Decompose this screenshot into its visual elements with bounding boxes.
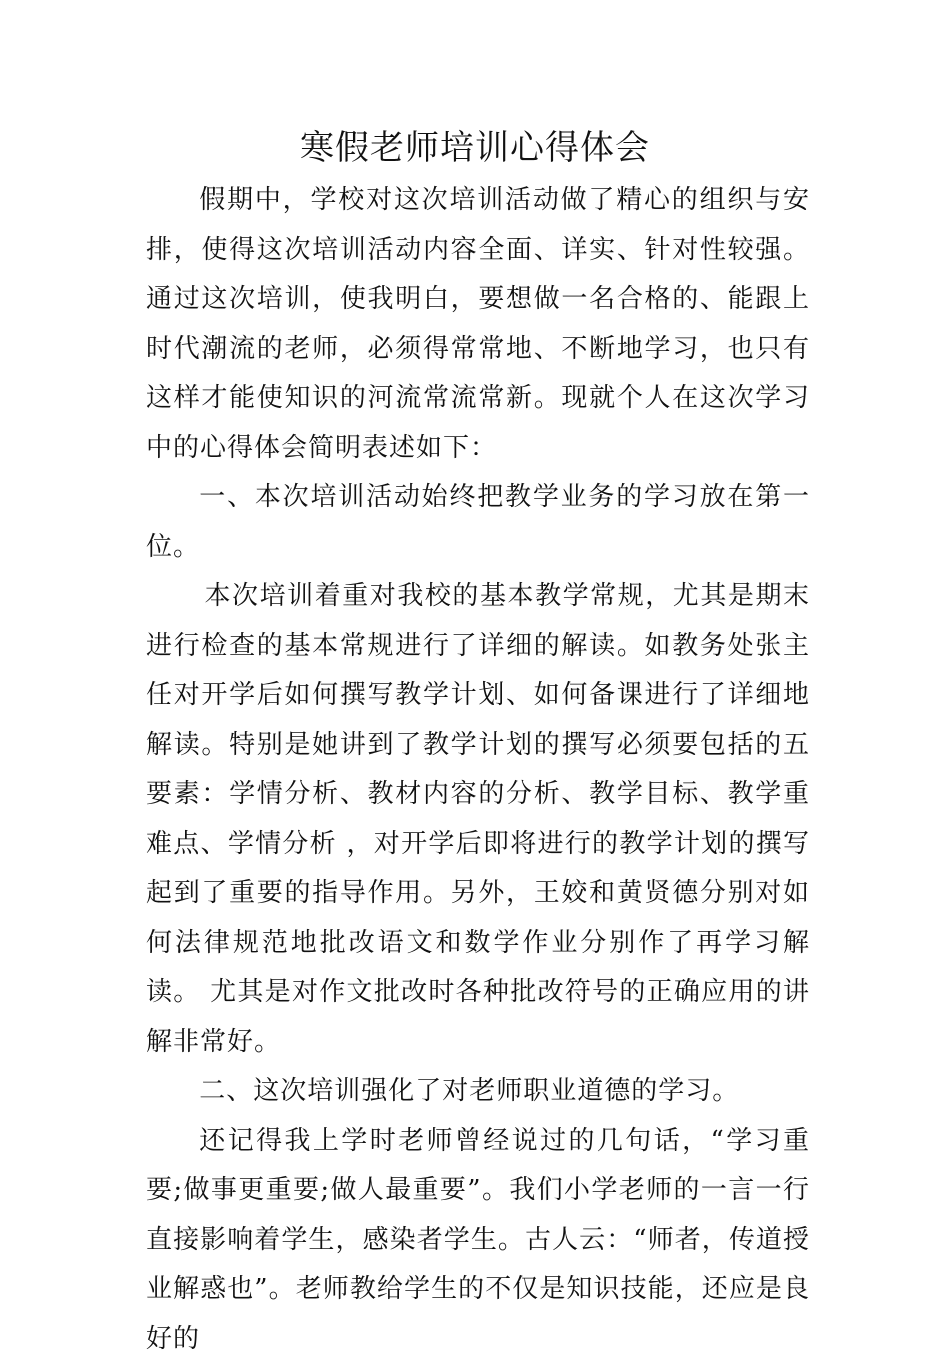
document-body (146, 176, 810, 1364)
paragraph-section-2: 还记得我上学时老师曾经说过的几句话，“学习重要;做事更重要;做人最重要”。我们小学老师的一言一行直接影响着学生，感染者学生。古人云：“师者，传道授业解惑也”。老师教给学生的不仅是知识技能，还应是良好的 (146, 1117, 810, 1364)
section-heading-1: 一、本次培训活动始终把教学业务的学习放在第一位。 (146, 473, 810, 572)
section-heading-2: 二、这次培训强化了对老师职业道德的学习。 (146, 1067, 810, 1117)
document-title: 寒假老师培训心得体会 (0, 120, 950, 176)
paragraph-section-1: 本次培训着重对我校的基本教学常规，尤其是期末进行检查的基本常规进行了详细的解读。如教务处张主任对开学后如何撰写教学计划、如何备课进行了详细地解读。特别是她讲到了教学计划的撰写必须要包括的五要素：学情分析、教材内容的分析、教学目标、教学重难点、学情分析 ，对开学后即将进行的教学计划的撰写起到了重要的指导作用。另外，王姣和黄贤德分别对如何法律规范地批改语文和数学作业分别作了再学习解读。 尤其是对作文批改时各种批改符号的正确应用的讲解非常好。 (146, 572, 810, 1067)
paragraph-intro: 假期中，学校对这次培训活动做了精心的组织与安排，使得这次培训活动内容全面、详实、针对性较强。通过这次培训，使我明白，要想做一名合格的、能跟上时代潮流的老师，必须得常常地、不断地学习，也只有这样才能使知识的河流常流常新。现就个人在这次学习中的心得体会简明表述如下： (146, 176, 810, 473)
